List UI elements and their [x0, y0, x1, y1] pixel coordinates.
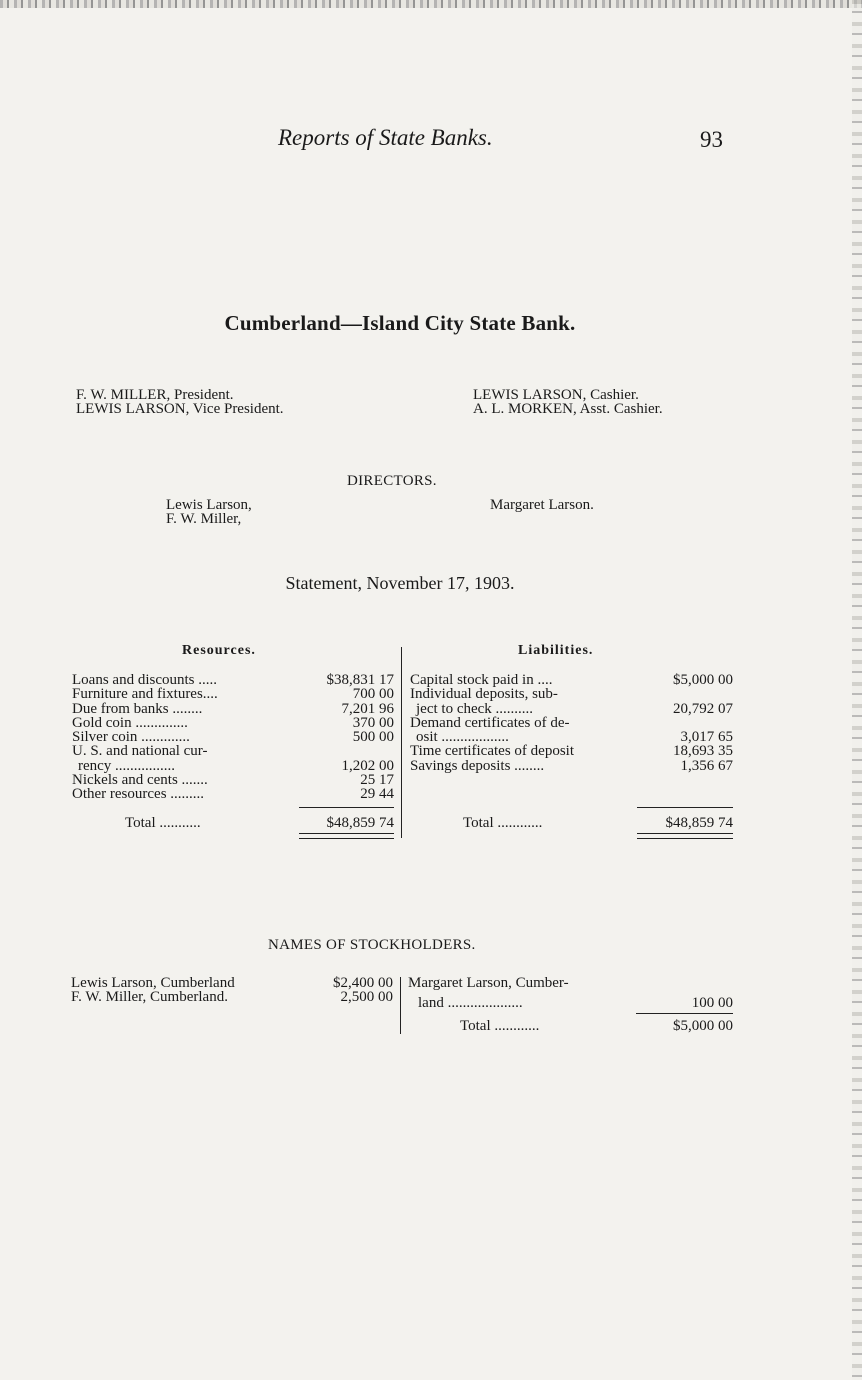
- liability-amount: 1,356 67: [680, 757, 733, 774]
- table-row: [72, 759, 394, 773]
- liability-label: Capital stock paid in ....: [410, 672, 553, 688]
- stockholders-total-label: Total ............: [460, 1018, 540, 1034]
- stockholders-total-rule: [636, 1013, 733, 1014]
- stockholders-left-table: [71, 976, 393, 1005]
- resource-label: Silver coin .............: [72, 729, 190, 746]
- page-number: 93: [700, 127, 723, 152]
- resource-amount: $38,831 17: [326, 672, 394, 688]
- resource-amount: 1,202 00: [341, 757, 394, 774]
- liabilities-table: [410, 673, 733, 773]
- statement-column-divider: [401, 647, 402, 838]
- table-row: [72, 687, 394, 701]
- liabilities-double-rule: [637, 833, 733, 839]
- stockholder-amount: 2,500 00: [340, 989, 393, 1006]
- resources-total-rule: [299, 807, 394, 808]
- table-row: [72, 716, 394, 730]
- resource-amount: 29 44: [360, 786, 394, 803]
- liabilities-total-amount: $48,859 74: [665, 815, 733, 831]
- table-row: [410, 687, 733, 701]
- resource-label: Furniture and fixtures....: [72, 686, 218, 703]
- resource-label: U. S. and national cur-: [72, 743, 208, 760]
- stockholder-name: land ....................: [418, 995, 523, 1012]
- liabilities-total-rule: [637, 807, 733, 808]
- resource-amount: 500 00: [352, 729, 394, 746]
- officer-vice-president: LEWIS LARSON, Vice President.: [76, 401, 284, 417]
- liability-amount: 3,017 65: [680, 729, 733, 746]
- resource-label: Nickels and cents .......: [72, 772, 208, 789]
- table-row: [410, 730, 733, 744]
- bank-title: Cumberland—Island City State Bank.: [224, 311, 576, 335]
- stockholders-heading: NAMES OF STOCKHOLDERS.: [268, 937, 476, 953]
- resources-double-rule: [299, 833, 394, 839]
- table-row: [71, 990, 393, 1004]
- director-lewis-larson: Lewis Larson,: [166, 497, 252, 513]
- director-margaret-larson: Margaret Larson.: [490, 497, 594, 513]
- officer-cashier: LEWIS LARSON, Cashier.: [473, 387, 639, 403]
- table-row: [72, 787, 394, 801]
- table-row: [410, 673, 733, 687]
- resource-label: Due from banks ........: [72, 700, 203, 717]
- stockholder-amount: $2,400 00: [333, 975, 393, 991]
- liability-label: ject to check ..........: [416, 700, 534, 717]
- resource-label: Other resources .........: [72, 786, 205, 803]
- resource-label: Gold coin ..............: [72, 714, 188, 731]
- liability-label: Demand certificates of de-: [410, 714, 570, 731]
- liability-amount: 18,693 35: [673, 743, 733, 760]
- stockholders-right-table: [408, 976, 733, 1011]
- officer-asst-cashier: A. L. MORKEN, Asst. Cashier.: [473, 401, 663, 417]
- resource-amount: 700 00: [352, 686, 394, 703]
- stockholder-amount: 100 00: [691, 995, 733, 1012]
- table-row: [408, 976, 733, 990]
- stockholders-column-divider: [400, 977, 401, 1034]
- resource-amount: 25 17: [360, 772, 394, 789]
- director-fw-miller: F. W. Miller,: [166, 511, 242, 527]
- stockholder-name: Lewis Larson, Cumberland: [71, 975, 235, 991]
- page-top-edge: [0, 0, 862, 8]
- table-row: [72, 702, 394, 716]
- table-row: [72, 744, 394, 758]
- resource-label: Loans and discounts .....: [72, 672, 217, 688]
- stockholder-name: Margaret Larson, Cumber-: [408, 975, 569, 991]
- liabilities-total-label: Total ............: [463, 815, 543, 831]
- liability-label: Time certificates of deposit: [410, 743, 574, 760]
- stockholder-name: F. W. Miller, Cumberland.: [71, 989, 228, 1006]
- resources-total-label: Total ...........: [125, 815, 201, 831]
- liabilities-heading: Liabilities.: [518, 643, 594, 658]
- table-row: [72, 730, 394, 744]
- resource-label: rency ................: [78, 757, 176, 774]
- table-row: [72, 773, 394, 787]
- table-row: [408, 996, 733, 1010]
- resources-total-amount: $48,859 74: [326, 815, 394, 831]
- table-row: [410, 744, 733, 758]
- resources-heading: Resources.: [182, 643, 256, 658]
- table-row: [410, 702, 733, 716]
- officer-president: F. W. MILLER, President.: [76, 387, 234, 403]
- resource-amount: 370 00: [352, 714, 394, 731]
- resources-table: [72, 673, 394, 802]
- directors-heading: DIRECTORS.: [347, 473, 437, 489]
- table-row: [410, 759, 733, 773]
- resource-amount: 7,201 96: [341, 700, 394, 717]
- liability-label: Individual deposits, sub-: [410, 686, 558, 703]
- stockholders-total-amount: $5,000 00: [673, 1018, 733, 1034]
- running-title: Reports of State Banks.: [278, 125, 493, 150]
- liability-label: osit ..................: [416, 729, 509, 746]
- table-row: [410, 716, 733, 730]
- liability-amount: $5,000 00: [673, 672, 733, 688]
- table-row: [71, 976, 393, 990]
- liability-amount: 20,792 07: [673, 700, 733, 717]
- table-row: [72, 673, 394, 687]
- statement-title: Statement, November 17, 1903.: [285, 573, 515, 593]
- liability-label: Savings deposits ........: [410, 757, 545, 774]
- page-right-edge: [852, 0, 862, 1380]
